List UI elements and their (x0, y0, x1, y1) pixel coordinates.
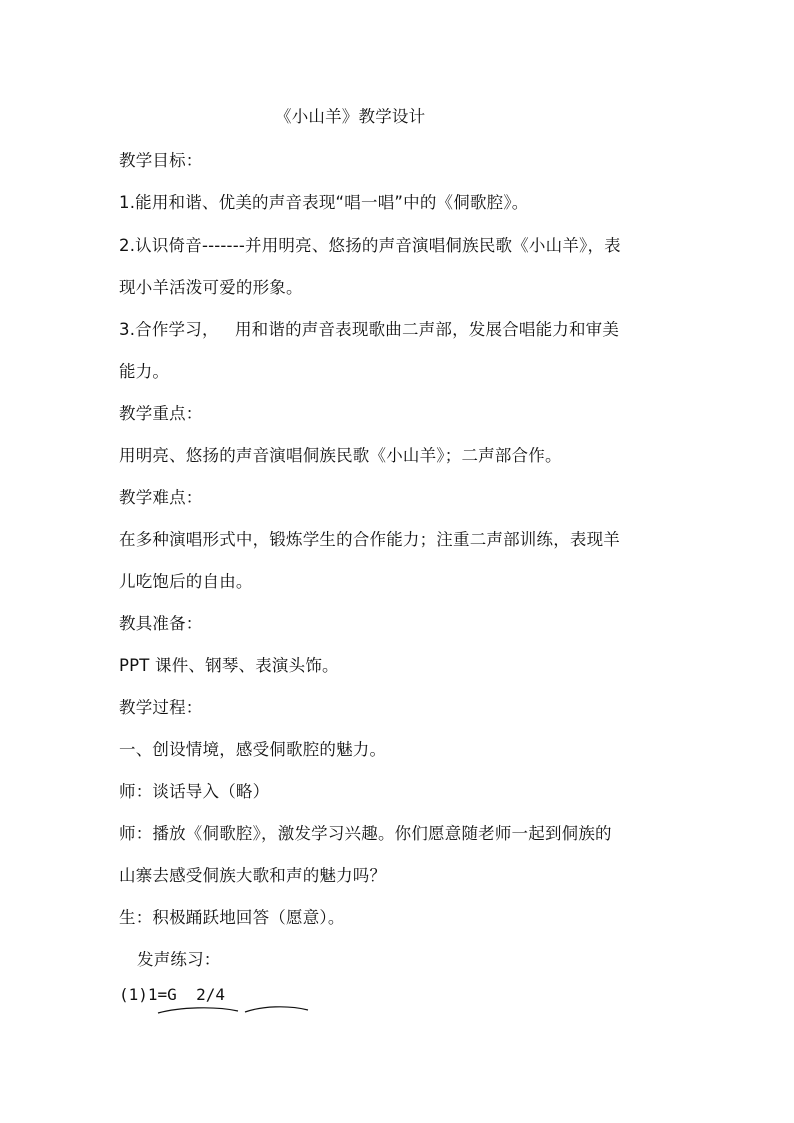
section-heading-difficulties: 教学难点： (119, 488, 203, 507)
section-heading-materials: 教具准备： (119, 614, 203, 633)
teacher-line-2: 师：播放《侗歌腔》，激发学习兴趣。你们愿意随老师一起到侗族的 (119, 824, 612, 843)
key-points-text: 用明亮、悠扬的声音演唱侗族民歌《小山羊》；二声部合作。 (119, 446, 562, 465)
objective-1: 1.能用和谐、优美的声音表现“唱一唱”中的《侗歌腔》。 (119, 193, 529, 212)
objective-3-continued: 能力。 (119, 362, 170, 381)
difficulties-text: 在多种演唱形式中，锻炼学生的合作能力；注重二声部训练，表现羊 (119, 530, 620, 549)
slur-marks (150, 1001, 320, 1021)
process-step-1-heading: 一、创设情境，感受侗歌腔的魅力。 (119, 740, 387, 759)
section-heading-key-points: 教学重点： (119, 404, 203, 423)
document-title: 《小山羊》教学设计 (275, 107, 426, 126)
objective-3: 3.合作学习， 用和谐的声音表现歌曲二声部，发展合唱能力和审美 (119, 320, 620, 339)
student-line-1: 生：积极踊跃地回答（愿意）。 (119, 908, 345, 927)
section-heading-process: 教学过程： (119, 698, 203, 717)
objective-2: 2.认识倚音-------并用明亮、悠扬的声音演唱侗族民歌《小山羊》，表 (119, 236, 621, 255)
objective-2-continued: 现小羊活泼可爱的形象。 (119, 278, 303, 297)
difficulties-text-continued: 儿吃饱后的自由。 (119, 572, 253, 591)
teacher-line-2-continued: 山寨去感受侗族大歌和声的魅力吗？ (119, 866, 387, 885)
slur-mark-left (158, 1008, 238, 1013)
section-heading-objectives: 教学目标： (119, 151, 203, 170)
vocal-exercise-heading: 发声练习： (137, 950, 221, 969)
slur-mark-right (245, 1007, 308, 1012)
teacher-line-1: 师：谈话导入（略） (119, 782, 270, 801)
materials-text: PPT 课件、钢琴、表演头饰。 (119, 656, 339, 675)
vocal-exercise-1-key: (1)1=G 2/4 (119, 985, 225, 1004)
